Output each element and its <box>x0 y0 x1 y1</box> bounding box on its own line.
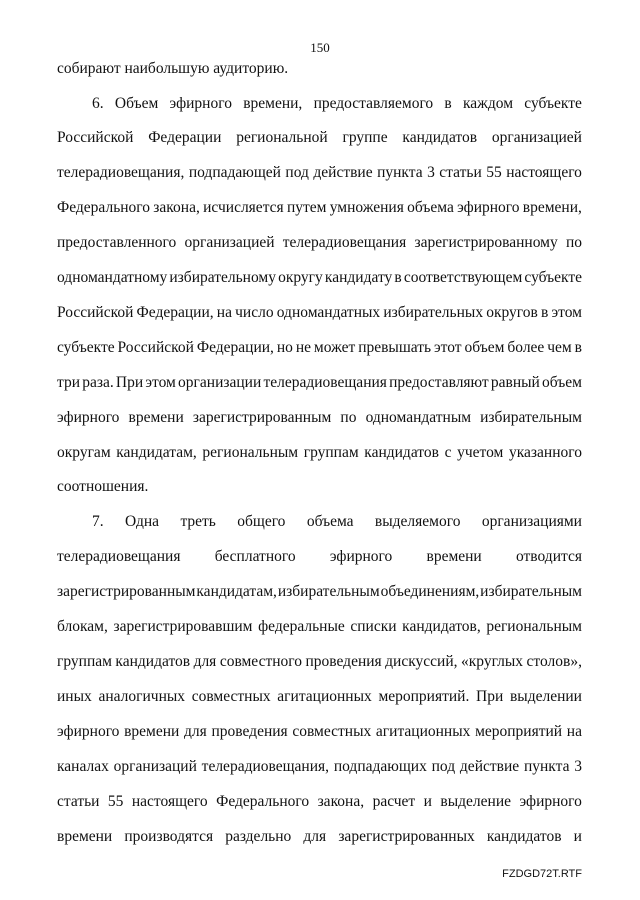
text-line-9: субъекте Российской Федерации, но не может превышать этот объем более чем в <box>57 339 582 356</box>
text-line-20: эфирного времени для проведения совместных агитационных мероприятий на <box>57 723 582 740</box>
text-line-2: 6. Объем эфирного времени, предоставляемого в каждом субъекте <box>92 95 582 112</box>
text-line-13: соотношения. <box>57 478 149 495</box>
text-line-3: Российской Федерации региональной группе кандидатов организацией <box>57 129 582 146</box>
text-line-18: группам кандидатов для совместного проведения дискуссий, «круглых столов», <box>57 653 582 670</box>
text-line-23: времени производятся раздельно для зарегистрированных кандидатов и <box>57 828 582 845</box>
text-line-11: эфирного времени зарегистрированным по одномандатным избирательным <box>57 409 582 426</box>
text-line-16: зарегистрированным кандидатам, избирательным объединениям, избирательным <box>57 583 582 600</box>
text-line-1: собирают наибольшую аудиторию. <box>57 60 289 77</box>
text-line-10: три раза. При этом организации телерадиовещания предоставляют равный объем <box>57 374 582 391</box>
page-number: 150 <box>310 40 330 55</box>
text-line-5: Федерального закона, исчисляется путем умножения объема эфирного времени, <box>57 199 582 216</box>
text-line-17: блокам, зарегистрировавшим федеральные списки кандидатов, региональным <box>57 618 582 635</box>
text-line-19: иных аналогичных совместных агитационных мероприятий. При выделении <box>57 688 582 705</box>
footer-file-code: FZDGD72T.RTF <box>502 868 582 880</box>
text-line-21: каналах организаций телерадиовещания, подпадающих под действие пункта 3 <box>57 758 582 775</box>
text-line-14: 7. Одна треть общего объема выделяемого организациями <box>92 513 582 530</box>
text-line-15: телерадиовещания бесплатного эфирного времени отводится <box>57 548 582 565</box>
text-line-6: предоставленного организацией телерадиовещания зарегистрированному по <box>57 234 582 251</box>
text-line-22: статьи 55 настоящего Федерального закона, расчет и выделение эфирного <box>57 793 582 810</box>
text-line-4: телерадиовещания, подпадающей под действие пункта 3 статьи 55 настоящего <box>57 164 582 181</box>
text-line-8: Российской Федерации, на число одномандатных избирательных округов в этом <box>57 304 582 321</box>
text-line-12: округам кандидатам, региональным группам кандидатов с учетом указанного <box>57 444 582 461</box>
text-line-7: одномандатному избирательному округу кандидату в соответствующем субъекте <box>57 269 582 286</box>
